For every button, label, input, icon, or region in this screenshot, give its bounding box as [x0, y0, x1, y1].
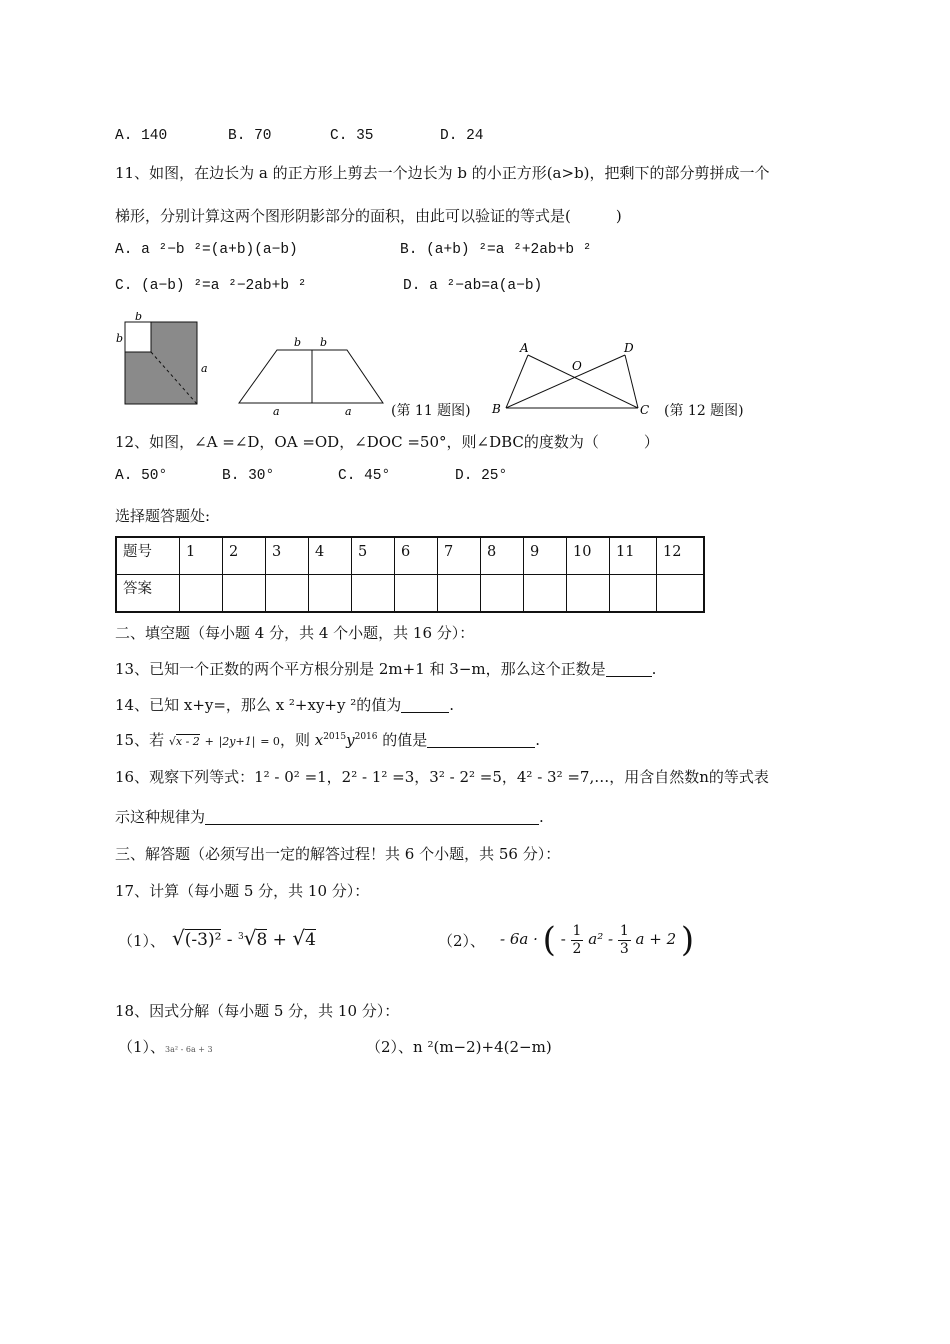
q15-abs-expr: |2y+1| — [218, 735, 256, 748]
answer-cell[interactable] — [567, 575, 610, 613]
answer-table-answer-row — [116, 575, 704, 613]
answer-table-number: 1 — [180, 537, 223, 575]
answer-cell[interactable] — [524, 575, 567, 613]
answer-table-number: 6 — [395, 537, 438, 575]
q11-text-line2: 梯形，分别计算这两个图形阴影部分的面积，由此可以验证的等式是( ) — [115, 207, 622, 225]
q13-blank[interactable] — [606, 662, 652, 677]
q15-middle: ，则 — [279, 731, 310, 749]
q17-part1-cube: 8 — [256, 930, 268, 950]
q17-part2-frac2: $\frac{1}{3}$ — [619, 922, 629, 957]
q16-suffix: . — [539, 808, 544, 826]
q15-sqrt-expr: √x - 2 — [168, 735, 200, 748]
answer-table — [115, 536, 705, 613]
figure-12-caption: (第 12 题图) — [664, 403, 744, 419]
answer-table-number: 3 — [266, 537, 309, 575]
q11-option-b: B. (a+b) ²=a ²+2ab+b ² — [400, 242, 592, 258]
q10-option-d: D. 24 — [440, 128, 484, 144]
q10-option-b: B. 70 — [228, 128, 272, 144]
q15-post: 的值是 — [382, 731, 428, 749]
q10-option-a: A. 140 — [115, 128, 168, 144]
q11-text-line1: 11、如图，在边长为 a 的正方形上剪去一个边长为 b 的小正方形(a>b)，把剩下的部分剪拼成一个 — [115, 164, 770, 182]
q17-title: 17、计算（每小题 5 分，共 10 分）： — [115, 882, 370, 900]
square-label-b-top: b — [135, 312, 143, 323]
q17-part2-mid2: a + 2 — [635, 930, 677, 948]
q17-part1-label: （1）、 — [118, 932, 166, 950]
q17-part1-sqrt: 4 — [305, 930, 316, 950]
answer-table-number: 9 — [524, 537, 567, 575]
trap-label-b2: b — [320, 336, 328, 349]
q15-blank[interactable] — [427, 733, 535, 748]
trap-label-a2: a — [345, 405, 352, 417]
q16-prefix: 示这种规律为 — [115, 808, 206, 826]
answer-table-number: 8 — [481, 537, 524, 575]
triangles-figure — [488, 338, 663, 420]
answer-cell[interactable] — [438, 575, 481, 613]
q17-part1-minus: - — [226, 930, 233, 950]
q15-text — [115, 729, 540, 750]
answer-cell[interactable] — [266, 575, 309, 613]
q12-option-a: A. 50° — [115, 468, 168, 484]
point-b-label: B — [492, 402, 501, 416]
answer-table-number: 10 — [567, 537, 610, 575]
answer-table-answer-label: 答案 — [116, 575, 180, 613]
q15-y: y — [346, 731, 355, 749]
q17-part1-radicand: (-3)² — [184, 930, 222, 950]
q16-text-line2 — [115, 806, 544, 827]
q18-part2: （2）、n ²(m−2)+4(2−m) — [366, 1038, 552, 1056]
answer-table-number: 4 — [309, 537, 352, 575]
q14-suffix: . — [449, 696, 455, 714]
answer-cell[interactable] — [395, 575, 438, 613]
q15-plus: + — [204, 735, 214, 748]
section-3-heading: 三、解答题（必须写出一定的解答过程！共 6 个小题，共 56 分）： — [115, 845, 561, 863]
answer-table-number: 12 — [657, 537, 705, 575]
answer-table-number: 5 — [352, 537, 395, 575]
trap-label-b1: b — [294, 336, 302, 349]
q12-option-d: D. 25° — [455, 468, 508, 484]
q13-prefix: 13、已知一个正数的两个平方根分别是 2m+1 和 3−m，那么这个正数是 — [115, 660, 606, 678]
q11-option-a: A. a ²−b ²=(a+b)(a−b) — [115, 242, 298, 258]
q16-blank[interactable] — [205, 810, 539, 825]
q11-option-c: C. (a−b) ²=a ²−2ab+b ² — [115, 278, 307, 294]
q12-option-c: C. 45° — [338, 468, 391, 484]
q17-part1-plus: + — [272, 930, 287, 950]
q12-option-b: B. 30° — [222, 468, 275, 484]
point-o-label: O — [572, 359, 582, 373]
q18-title: 18、因式分解（每小题 5 分，共 10 分）： — [115, 1002, 400, 1020]
trap-label-a1: a — [273, 405, 280, 417]
answer-table-number: 2 — [223, 537, 266, 575]
q18-part1-label: （1）、 — [118, 1038, 166, 1056]
q15-prefix: 15、若 — [115, 731, 165, 749]
point-c-label: C — [640, 403, 650, 417]
q17-part2-lead: - — [560, 930, 566, 948]
q14-prefix: 14、已知 x+y=，那么 x ²+xy+y ²的值为 — [115, 696, 402, 714]
q15-x-exp: 2015 — [323, 732, 347, 742]
section-2-heading: 二、填空题（每小题 4 分，共 4 个小题，共 16 分）： — [115, 624, 475, 642]
square-figure — [110, 312, 220, 412]
q17-part1-expr: √(-3)² - $^3$√8 + √4 — [172, 926, 316, 950]
q14-blank[interactable] — [401, 698, 449, 713]
answer-cell[interactable] — [223, 575, 266, 613]
q17-part2-label: （2）、 — [438, 932, 486, 950]
q16-text-line1: 16、观察下列等式：1² - 0² =1，2² - 1² =3，3² - 2² =5，4² - 3² =7,…，用含自然数n的等式表 — [115, 768, 769, 786]
q18-part1 — [118, 1036, 213, 1057]
square-label-b-left: b — [116, 332, 124, 345]
answer-cell[interactable] — [610, 575, 657, 613]
q12-text: 12、如图，∠A =∠D，OA =OD，∠DOC =50°，则∠DBC的度数为（ ） — [115, 433, 659, 451]
q14-text — [115, 694, 454, 715]
answer-cell[interactable] — [180, 575, 223, 613]
q17-part2-expr: - 6a · ( - $\frac{1}{2}$ a² - $\frac{1}{3}$ a + 2 ) — [500, 920, 695, 960]
q18-part1-expr: 3a² - 6a + 3 — [165, 1045, 213, 1054]
point-d-label: D — [624, 341, 634, 355]
q13-suffix: . — [651, 660, 657, 678]
q17-part2-prefix: - 6a · — [500, 930, 538, 948]
q17-part2-frac1: $\frac{1}{2}$ — [572, 922, 582, 957]
q15-y-exp: 2016 — [354, 732, 378, 742]
answer-cell[interactable] — [481, 575, 524, 613]
trapezoid-figure — [235, 335, 390, 417]
q15-suffix: . — [535, 731, 541, 749]
answer-cell[interactable] — [352, 575, 395, 613]
q17-part2-mid1: a² - — [588, 930, 614, 948]
q15-x: x — [314, 731, 324, 749]
answer-cell[interactable] — [657, 575, 705, 613]
square-label-a: a — [201, 362, 208, 375]
answer-area-title: 选择题答题处: — [115, 507, 211, 525]
q13-text — [115, 658, 656, 679]
answer-table-header-row — [116, 537, 704, 575]
answer-table-number: 11 — [610, 537, 657, 575]
figure-11-caption: (第 11 题图) — [391, 403, 471, 419]
point-a-label: A — [520, 341, 529, 355]
answer-table-number: 7 — [438, 537, 481, 575]
answer-cell[interactable] — [309, 575, 352, 613]
q10-option-c: C. 35 — [330, 128, 374, 144]
answer-table-header-label: 题号 — [116, 537, 180, 575]
q15-equals: = 0 — [260, 735, 280, 748]
q11-option-d: D. a ²−ab=a(a−b) — [403, 278, 543, 294]
